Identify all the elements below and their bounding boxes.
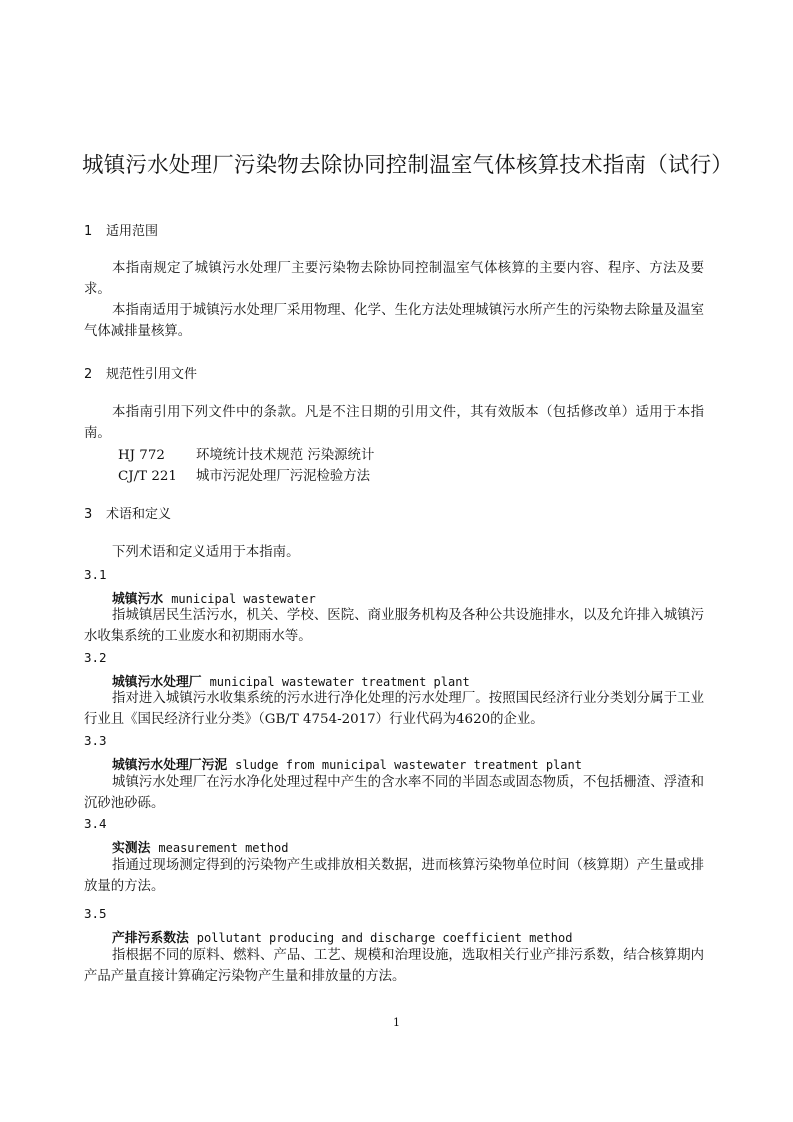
reference-row — [118, 465, 370, 484]
section-heading-3 — [84, 503, 171, 522]
term-english: sludge from municipal wastewater treatment plant — [235, 758, 582, 772]
reference-row — [118, 444, 374, 463]
section-title: 适用范围 — [106, 224, 159, 239]
section-number: 1 — [84, 224, 93, 239]
reference-title: 城市污泥处理厂污泥检验方法 — [196, 469, 371, 484]
term-english: municipal wastewater — [171, 592, 316, 606]
section-heading-1 — [84, 220, 158, 239]
term-english: pollutant producing and discharge coefficient method — [196, 931, 573, 945]
section-number: 2 — [84, 367, 93, 382]
term-definition: 指通过现场测定得到的污染物产生或排放相关数据，进而核算污染物单位时间（核算期）产生量或排放量的方法。 — [84, 858, 704, 894]
term-heading — [112, 837, 288, 856]
reference-title: 环境统计技术规范 污染源统计 — [196, 448, 375, 463]
term-chinese: 实测法 — [112, 841, 151, 856]
term-heading — [112, 754, 582, 773]
section-title: 规范性引用文件 — [106, 367, 198, 382]
section-heading-2 — [84, 363, 197, 382]
term-chinese: 产排污系数法 — [112, 931, 189, 946]
paragraph: 下列术语和定义适用于本指南。 — [112, 545, 300, 560]
term-chinese: 城镇污水处理厂污泥 — [112, 758, 228, 773]
document-title: 城镇污水处理厂污染物去除协同控制温室气体核算技术指南（试行） — [82, 153, 734, 178]
reference-code: HJ 772 — [118, 448, 165, 463]
term-definition: 指城镇居民生活污水，机关、学校、医院、商业服务机构及各种公共设施排水，以及允许排入城镇污水收集系统的工业废水和初期雨水等。 — [84, 608, 704, 644]
term-english: municipal wastewater treatment plant — [209, 675, 470, 689]
term-number: 3.5 — [84, 906, 107, 921]
term-definition: 城镇污水处理厂在污水净化处理过程中产生的含水率不同的半固态或固态物质，不包括栅渣、浮渣和沉砂池砂砾。 — [84, 775, 704, 811]
paragraph: 本指南适用于城镇污水处理厂采用物理、化学、生化方法处理城镇污水所产生的污染物去除量及温室气体减排量核算。 — [84, 303, 704, 339]
term-number: 3.2 — [84, 650, 107, 665]
term-number: 3.1 — [84, 567, 107, 582]
reference-code: CJ/T 221 — [118, 469, 177, 484]
term-definition: 指对进入城镇污水收集系统的污水进行净化处理的污水处理厂。按照国民经济行业分类划分属于工业行业且《国民经济行业分类》（GB/T 4754-2017）行业代码为4620的企业。 — [84, 691, 704, 727]
term-number: 3.3 — [84, 733, 107, 748]
section-number: 3 — [84, 507, 93, 522]
term-english: measurement method — [158, 841, 289, 855]
term-chinese: 城镇污水处理厂 — [112, 675, 202, 690]
paragraph: 本指南引用下列文件中的条款。凡是不注日期的引用文件，其有效版本（包括修改单）适用于本指南。 — [84, 405, 704, 441]
section-title: 术语和定义 — [106, 507, 172, 522]
term-number: 3.4 — [84, 816, 107, 831]
paragraph: 本指南规定了城镇污水处理厂主要污染物去除协同控制温室气体核算的主要内容、程序、方法及要求。 — [84, 261, 704, 297]
term-definition: 指根据不同的原料、燃料、产品、工艺、规模和治理设施，选取相关行业产排污系数，结合核算期内产品产量直接计算确定污染物产生量和排放量的方法。 — [84, 948, 704, 984]
term-chinese: 城镇污水 — [112, 592, 164, 607]
page-number: 1 — [393, 1016, 400, 1029]
term-heading — [112, 927, 572, 946]
